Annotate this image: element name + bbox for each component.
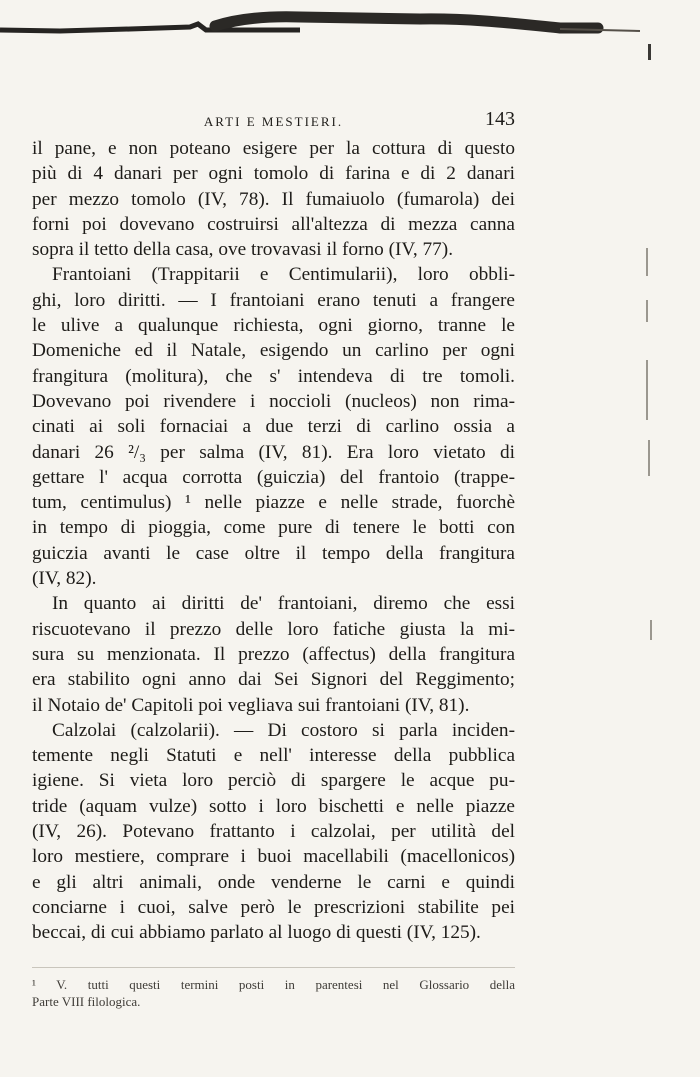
text-line: (IV, 82). (32, 568, 97, 590)
footnote-divider (32, 967, 515, 968)
margin-scan-mark (648, 440, 650, 476)
text-line: conciarne i cuoi, salve però le prescrizioni stabilite pei (32, 896, 515, 918)
text-line: tride (aquam vulze) sotto i loro bischetti e nelle piazze (32, 795, 515, 817)
text-line: loro mestiere, comprare i buoi macellabili (macellonicos) (32, 846, 515, 868)
text-line: più di 4 danari per ogni tomolo di farina e di 2 danari (32, 163, 515, 185)
text-line: Dovevano poi rivendere i noccioli (nucleos) non rima- (32, 390, 515, 412)
text-line: beccai, di cui abbiamo parlato al luogo di questi (IV, 125). (32, 922, 481, 944)
text-line: il Notaio de' Capitoli poi vegliava sui frantoiani (IV, 81). (32, 694, 470, 716)
text-line: le ulive a qualunque richiesta, ogni giorno, tranne le (32, 315, 515, 337)
margin-scan-mark (646, 248, 648, 276)
section-heading-frantoiani: Frantoiani (Trappitarii e Centimularii), loro obbli- (52, 264, 515, 286)
text-line: gettare l' acqua corrotta (guiczia) del frantoio (trappe- (32, 466, 515, 488)
text-line: tum, centimulus) ¹ nelle piazze e nelle strade, fuorchè (32, 492, 515, 514)
margin-scan-mark (646, 300, 648, 322)
text-line: (IV, 26). Potevano frattanto i calzolai, per utilità del (32, 821, 515, 843)
text-line: guiczia avanti le case oltre il tempo della frangitura (32, 542, 515, 564)
margin-scan-mark (646, 360, 648, 420)
page-number: 143 (485, 108, 515, 130)
text-line: sopra il tetto della casa, ove trovavasi il forno (IV, 77). (32, 239, 454, 261)
text-line: igiene. Si vieta loro perciò di spargere le acque pu- (32, 770, 515, 792)
text-line: in tempo di pioggia, come pure di tenere le botti con (32, 517, 515, 539)
text-line: forni poi dovevano costruirsi all'altezza di mezza canna (32, 213, 515, 235)
section-heading-calzolai: Calzolai (calzolarii). — Di costoro si parla inciden- (52, 719, 515, 741)
footnote-line: Parte VIII filologica. (32, 994, 141, 1009)
page-header (32, 108, 515, 136)
footnote-line: ¹ V. tutti questi termini posti in parentesi nel Glossario della (32, 977, 515, 992)
text-line: temente negli Statuti e nell' interesse della pubblica (32, 745, 515, 767)
footnote (32, 976, 515, 1010)
text-line: cinati ai soli fornaciai a due terzi di carlino ossia a (32, 416, 515, 438)
scan-border-top (0, 0, 700, 45)
running-title: ARTI E MESTIERI. (203, 114, 344, 129)
text-line: sura su menzionata. Il prezzo (affectus) della frangitura (32, 643, 515, 665)
body-text (32, 136, 515, 946)
text-line: danari 26 ²/₃ per salma (IV, 81). Era loro vietato di (32, 441, 515, 463)
text-line: per mezzo tomolo (IV, 78). Il fumaiuolo (fumarola) dei (32, 188, 515, 210)
text-line: frangitura (molitura), che s' intendeva di tre tomoli. (32, 365, 515, 387)
margin-scan-mark (650, 620, 652, 640)
text-line: era stabilito ogni anno dai Sei Signori del Reggimento; (32, 669, 515, 691)
text-line: In quanto ai diritti de' frantoiani, diremo che essi (52, 593, 515, 615)
page-edge-mark (648, 44, 651, 60)
text-line: e gli altri animali, onde venderne le carni e quindi (32, 871, 515, 893)
text-line: Domeniche ed il Natale, esigendo un carlino per ogni (32, 340, 515, 362)
text-line: il pane, e non poteano esigere per la cottura di questo (32, 138, 515, 159)
text-line: ghi, loro diritti. — I frantoiani erano tenuti a frangere (32, 289, 515, 311)
text-line: riscuotevano il prezzo delle loro fatiche giusta la mi- (32, 618, 515, 640)
